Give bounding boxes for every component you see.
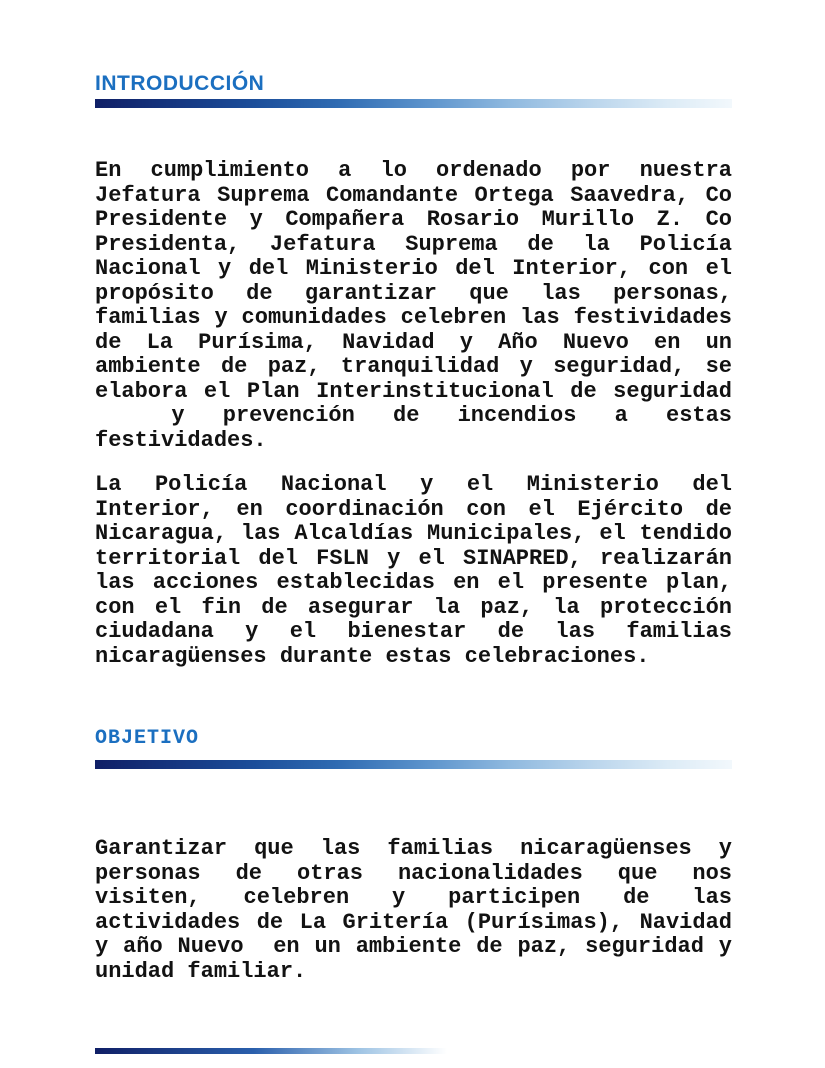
heading-rule-objetivo xyxy=(95,760,732,769)
page-footer-rule xyxy=(95,1048,447,1054)
heading-rule-introduccion xyxy=(95,99,732,108)
paragraph-introduccion-1: En cumplimiento a lo ordenado por nuestra Jefatura Suprema Comandante Ortega Saavedra, Co Presidente y Compañera Rosario Murillo Z. Co Presidenta, Jefatura Suprema de la Policía Nacional y del Ministerio del Interior, con el propósito de garantizar que las personas, familias y comunidades celebren las festividades de La Purísima, Navidad y Año Nuevo en un ambiente de paz, tranquilidad y seguridad, se elabora el Plan Interinstitucional de seguridad y prevención de incendios a estas festividades. xyxy=(95,158,732,453)
paragraph-objetivo-1: Garantizar que las familias nicaragüenses y personas de otras nacionalidades que nos visiten, celebren y participen de las actividades de La Gritería (Purísimas), Navidad y año Nuevo en un ambiente de paz, seguridad y unidad familiar. xyxy=(95,836,732,984)
heading-introduccion: INTRODUCCIÓN xyxy=(95,72,265,95)
paragraph-introduccion-2: La Policía Nacional y el Ministerio del Interior, en coordinación con el Ejército de Nicaragua, las Alcaldías Municipales, el tendido territorial del FSLN y el SINAPRED, realizarán las acciones establecidas en el presente plan, con el fin de asegurar la paz, la protección ciudadana y el bienestar de las familias nicaragüenses durante estas celebraciones. xyxy=(95,472,732,669)
heading-objetivo: OBJETIVO xyxy=(95,727,200,750)
